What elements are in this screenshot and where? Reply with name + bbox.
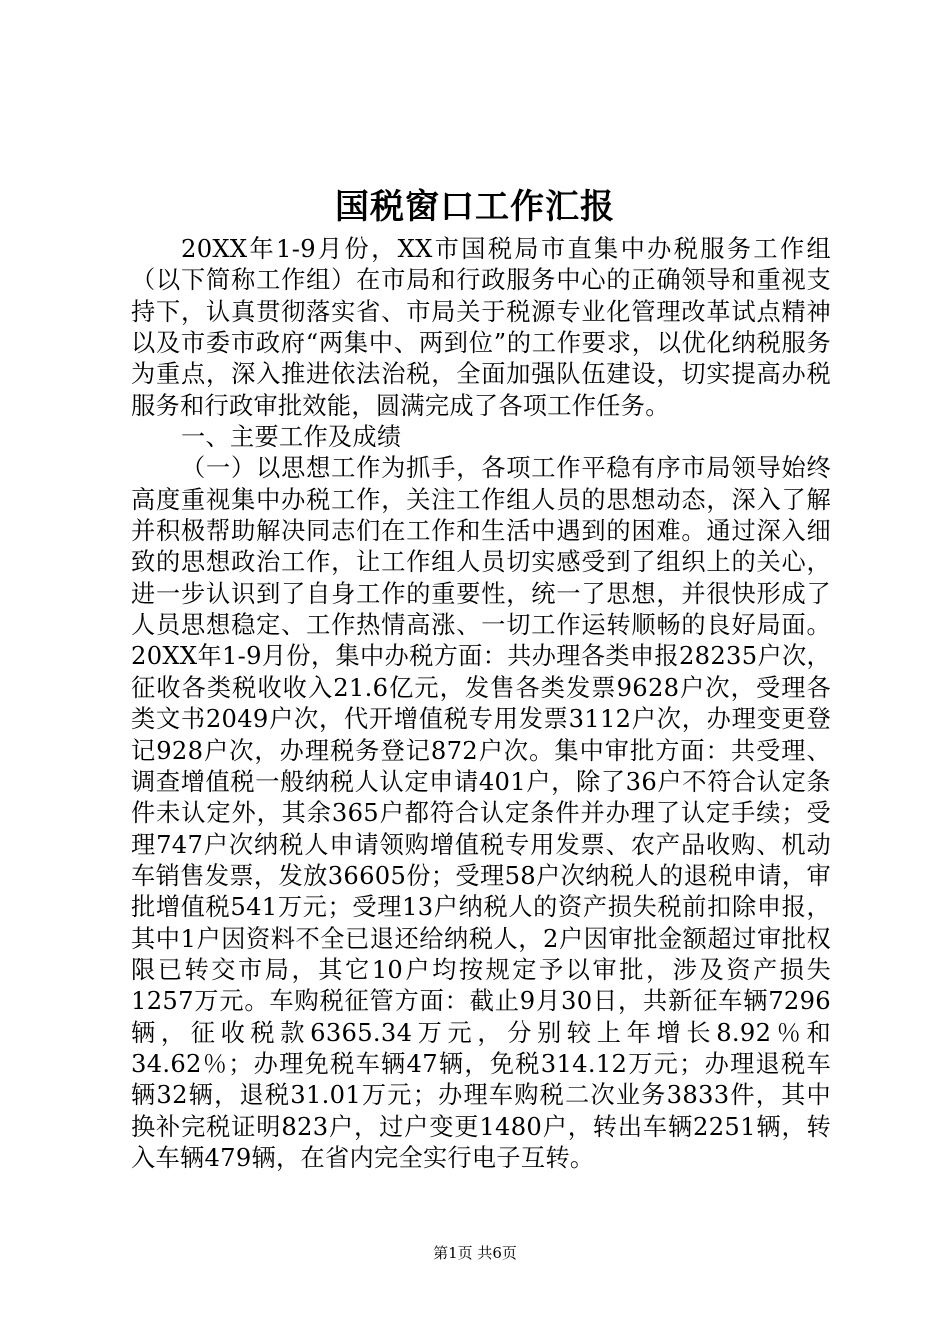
subsection-paragraph: （一）以思想工作为抓手，各项工作平稳有序市局领导始终高度重视集中办税工作，关注工作组人员的思想动态，深入了解并积极帮助解决同志们在工作和生活中遇到的困难。通过深入细致的思想政治工作，让工作组人员切实感受到了组织上的关心，进一步认识到了自身工作的重要性，统一了思想，并很快形成了人员思想稳定、工作热情高涨、一切工作运转顺畅的良好局面。20XX年1-9月份，集中办税方面：共办理各类申报28235户次，征收各类税收收入21.6亿元，发售各类发票9628户次，受理各类文书2049户次，代开增值税专用发票3112户次，办理变更登记928户次，办理税务登记872户次。集中审批方面：共受理、调查增值税一般纳税人认定申请401户，除了36户不符合认定条件未认定外，其余365户都符合认定条件并办理了认定手续；受理747户次纳税人申请领购增值税专用发票、农产品收购、机动车销售发票，发放36605份；受理58户次纳税人的退税申请，审批增值税541万元；受理13户纳税人的资产损失税前扣除申报，其中1户因资料不全已退还给纳税人，2户因审批金额超过审批权限已转交市局，其它10户均按规定予以审批，涉及资产损失1257万元。车购税征管方面：截止9月30日，共新征车辆7296辆，征收税款6365.34万元，分别较上年增长8.92％和34.62％；办理免税车辆47辆，免税314.12万元；办理退税车辆32辆，退税31.01万元；办理车购税二次业务3833件，其中换补完税证明823户，过户变更1480户，转出车辆2251辆，转入车辆479辆，在省内完全实行电子互转。 xyxy=(131,454,831,1172)
page-footer xyxy=(0,1243,950,1263)
document-body xyxy=(131,234,831,1174)
document-title: 国税窗口工作汇报 xyxy=(335,187,615,227)
page-indicator: 第1页 共6页 xyxy=(433,1244,517,1262)
section-heading: 一、主要工作及成绩 xyxy=(181,423,402,452)
intro-paragraph: 20XX年1-9月份，XX市国税局市直集中办税服务工作组（以下简称工作组）在市局和行政服务中心的正确领导和重视支持下，认真贯彻落实省、市局关于税源专业化管理改革试点精神以及市委市政府“两集中、两到位”的工作要求，以优化纳税服务为重点，深入推进依法治税，全面加强队伍建设，切实提高办税服务和行政审批效能，圆满完成了各项工作任务。 xyxy=(131,235,831,420)
